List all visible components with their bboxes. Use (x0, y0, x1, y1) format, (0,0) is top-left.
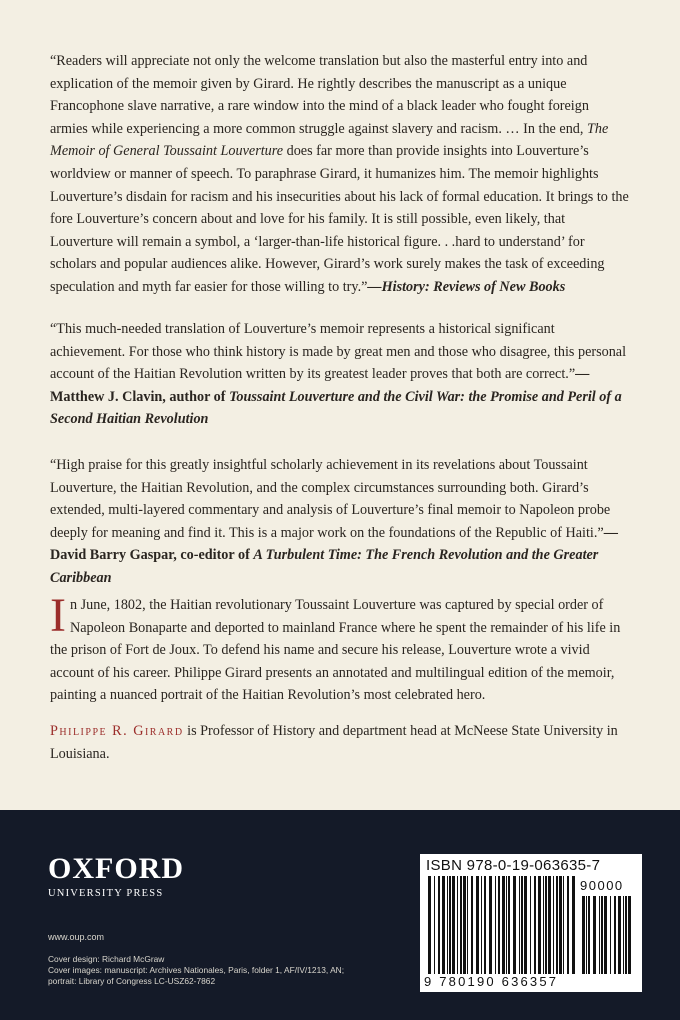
barcode-bar (434, 876, 435, 974)
barcode-bar (506, 876, 507, 974)
barcode-bar (460, 876, 462, 974)
barcode-bar (513, 876, 516, 974)
barcode-bar (618, 896, 621, 974)
barcode-bar (463, 876, 466, 974)
cover-credits (48, 954, 398, 987)
price-barcode (580, 896, 636, 976)
barcode-bar (476, 876, 479, 974)
review-2-quote: “This much-needed translation of Louverture’s memoir represents a historical significant achievement. For those who think history is made by great men and those who disagree, this personal account of the Haitian Revolution written by its greatest leader proves that both are correct.” (50, 321, 627, 383)
barcode-bar (625, 896, 627, 974)
credit-line: Cover images: manuscript: Archives Nationales, Paris, folder 1, AF/IV/1213, AN; (48, 965, 345, 975)
review-2-attribution: —Matthew J. Clavin, author of (50, 366, 590, 405)
review-clavin (50, 318, 630, 431)
credit-line: Cover design: Richard McGraw (48, 954, 165, 964)
barcode-box (420, 854, 642, 992)
author-bio (50, 720, 630, 765)
barcode-bar (559, 876, 562, 974)
barcode-bar (489, 876, 492, 974)
barcode-bar (610, 896, 611, 974)
review-1-quote: “Readers will appreciate not only the welcome translation but also the masterful entry into and explication of the memoir given by Girard. He rightly describes the manuscript as a unique Francophone slave narrative, a rare window into the mind of a black leader who fought foreign armies while experiencing a more common struggle against slavery and racism. … In the end, (50, 53, 589, 137)
blurb-dropcap: I (50, 589, 66, 642)
publisher-website: www.oup.com (48, 932, 105, 942)
barcode-bar (567, 876, 569, 974)
review-3-attribution: —David Barry Gaspar, co-editor of (50, 524, 618, 564)
barcode-bar (471, 876, 473, 974)
barcode-bar (508, 876, 510, 974)
barcode-bar (502, 876, 505, 974)
barcode-bar (442, 876, 445, 974)
barcode-bar (457, 876, 458, 974)
barcode-bar (599, 896, 600, 974)
barcode-bar (484, 876, 486, 974)
review-1-book-title: The Memoir of General Toussaint Louverture (50, 120, 609, 160)
barcode-bar (623, 896, 624, 974)
barcode-bar (498, 876, 500, 974)
publisher-footer (0, 810, 680, 1020)
barcode-bar (538, 876, 541, 974)
barcode-bar (543, 876, 544, 974)
barcode-bar (628, 896, 631, 974)
barcode-bar (438, 876, 440, 974)
review-2-attribution-title: Toussaint Louverture and the Civil War: the Promise and Peril of a Second Haitian Revolution (50, 388, 622, 428)
barcode-bar (452, 876, 455, 974)
barcode-bar (593, 896, 596, 974)
oxford-logo-sub: UNIVERSITY PRESS (48, 888, 164, 899)
barcode-bar (481, 876, 482, 974)
barcode-bar (530, 876, 531, 974)
price-code: 90000 (580, 878, 624, 893)
barcode-bar (447, 876, 448, 974)
blurb-text: n June, 1802, the Haitian revolutionary Toussaint Louverture was captured by special order of Napoleon Bonaparte and deported to mainland France where he spent the remainder of his life in the prison of Fort de Joux. To defend his name and secure his release, Louverture wrote a vivid account of his career. Philippe Girard presents an annotated and multilingual edition of the memoir, painting a nuanced portrait of the Haitian Revolution’s most celebrated hero. (50, 597, 621, 704)
barcode-bar (495, 876, 496, 974)
author-name: Philippe R. Girard (50, 723, 184, 739)
barcode-bar (519, 876, 520, 974)
barcode-bar (534, 876, 536, 974)
barcode-bar (614, 896, 616, 974)
review-3-attribution-title: A Turbulent Time: The French Revolution and the Greater Caribbean (50, 547, 599, 586)
review-1-attribution: —History: Reviews of New Books (367, 278, 566, 295)
book-blurb (50, 589, 630, 707)
barcode-bar (586, 896, 587, 974)
review-1-quote-cont: does far more than provide insights into Louverture’s worldview or manner of speech. To paraphrase Girard, it humanizes him. The memoir highlights Louverture’s disdain for racism and his insecurities about his lack of formal education. It brings to the fore Louverture’s concern about and love for his family. It is still possible, even likely, that Louverture will remain a symbol, a ‘larger-than-life historical figure. . .hard to understand’ for scholars and popular audiences alike. However, Girard’s work surely makes the task of exceeding speculation and myth far easier for those willing to try.” (50, 143, 629, 295)
barcode-bar (572, 876, 575, 974)
barcode-bar (604, 896, 607, 974)
author-bio-text: is Professor of History and department head at McNeese State University in Louisiana. (50, 723, 618, 762)
oxford-logo: OXFORD (48, 852, 184, 885)
ean-barcode (426, 876, 576, 976)
barcode-bar (601, 896, 603, 974)
barcode-bar (556, 876, 558, 974)
barcode-bar (563, 876, 564, 974)
review-history-reviews (50, 50, 630, 299)
barcode-bar (521, 876, 523, 974)
barcode-bar (553, 876, 554, 974)
barcode-bar (545, 876, 547, 974)
barcode-bar (588, 896, 590, 974)
barcode-bar (467, 876, 468, 974)
barcode-bar (428, 876, 431, 974)
barcode-bar (524, 876, 527, 974)
isbn-text: ISBN 978-0-19-063635-7 (426, 857, 601, 874)
barcode-bar (548, 876, 551, 974)
barcode-bar (449, 876, 451, 974)
review-gaspar (50, 454, 630, 590)
credit-line: portrait: Library of Congress LC-USZ62-7862 (48, 976, 216, 986)
ean-digits: 9 780190 636357 (424, 974, 559, 989)
barcode-bar (582, 896, 585, 974)
review-3-quote: “High praise for this greatly insightful scholarly achievement in its revelations about Toussaint Louverture, the Haitian Revolution, and the complex circumstances surrounding both. Girard’s extended, multi-layered commentary and analysis of Louverture’s final memoir to Napoleon probe deeply for meaning and find it. This is a major work on the foundations of the Republic of Haiti.” (50, 457, 611, 541)
